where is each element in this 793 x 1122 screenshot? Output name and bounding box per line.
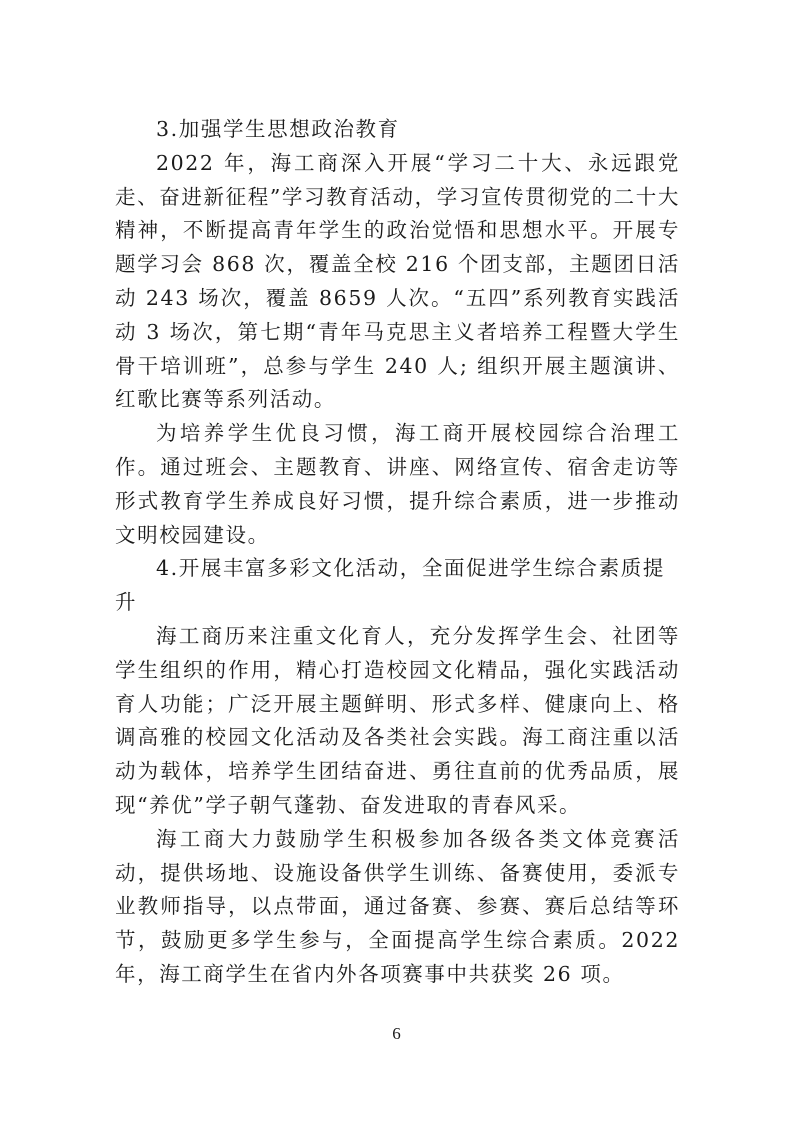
section-3-heading: 3.加强学生思想政治教育 — [156, 117, 400, 141]
section-4-heading: 4.开展丰富多彩文化活动，全面促进学生综合素质提升 — [115, 556, 665, 615]
page-number: 6 — [392, 1024, 401, 1043]
section-3-paragraph-1: 2022 年，海工商深入开展“学习二十大、永远跟党走、奋进新征程”学习教育活动，学习宣传贯彻党的二十大精神，不断提高青年学生的政治觉悟和思想水平。开展专题学习会 868 次，覆盖全校 216 个团支部，主题团日活动 243 场次，覆盖 8659 人次。“五四”系列教育实践活动 3 场次，第七期“青年马克思主义者培养工程暨大学生骨干培训班”，总参与学生 240 人; 组织开展主题演讲、红歌比赛等系列活动。 — [115, 150, 680, 412]
document-body — [115, 113, 680, 992]
section-3-paragraph-2: 为培养学生优良习惯，海工商开展校园综合治理工作。通过班会、主题教育、讲座、网络宣传、宿舍走访等形式教育学生养成良好习惯，提升综合素质，进一步推动文明校园建设。 — [115, 421, 680, 547]
section-4-paragraph-1: 海工商历来注重文化育人，充分发挥学生会、社团等学生组织的作用，精心打造校园文化精品，强化实践活动育人功能；广泛开展主题鲜明、形式多样、健康向上、格调高雅的校园文化活动及各类社会实践。海工商注重以活动为载体，培养学生团结奋进、勇往直前的优秀品质，展现“养优”学子朝气蓬勃、奋发进取的青春风采。 — [115, 623, 680, 817]
section-4-paragraph-2: 海工商大力鼓励学生积极参加各级各类文体竞赛活动，提供场地、设施设备供学生训练、备赛使用，委派专业教师指导，以点带面，通过备赛、参赛、赛后总结等环节，鼓励更多学生参与，全面提高学生综合素质。2022 年，海工商学生在省内外各项赛事中共获奖 26 项。 — [115, 826, 680, 986]
